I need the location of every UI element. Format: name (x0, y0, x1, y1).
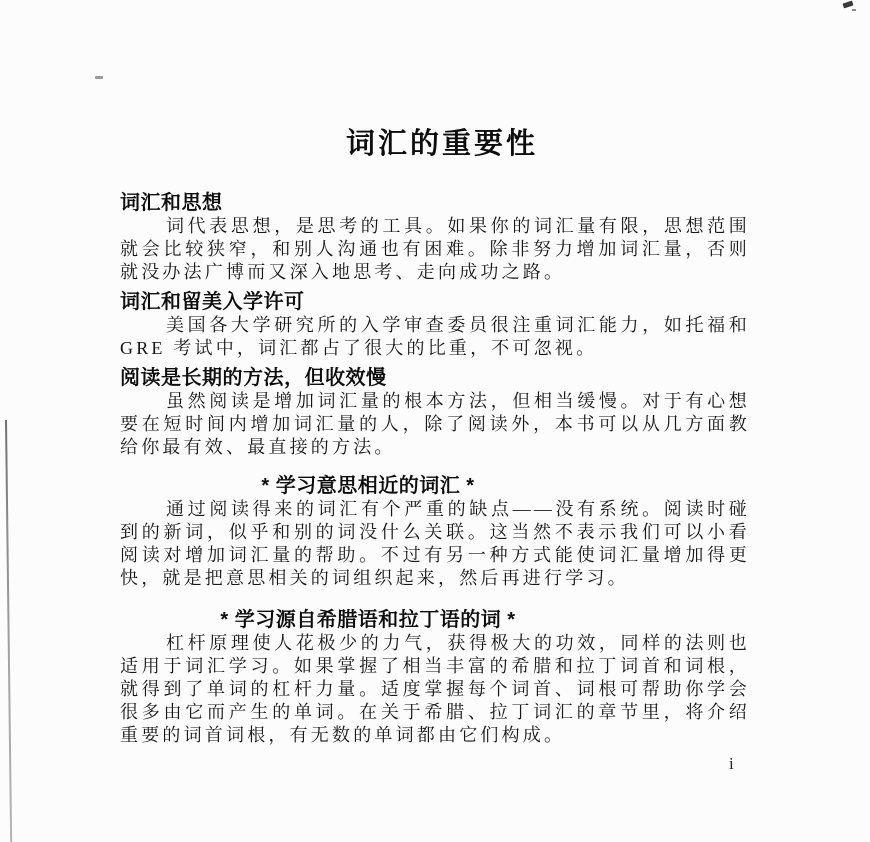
section-reading-long-term (120, 367, 750, 459)
section-paragraph: 词代表思想，是思考的工具。如果你的词汇量有限，思想范围就会比较狭窄，和别人沟通也有困难。除非努力增加词汇量，否则就没办法广博而又深入地思考、走向成功之路。 (120, 216, 750, 282)
starred-section-heading: * 学习源自希腊语和拉丁语的词 * (220, 609, 516, 631)
section-heading: 词汇和思想 (120, 192, 223, 214)
section-paragraph: 虽然阅读是增加词汇量的根本方法，但相当缓慢。对于有心想要在短时间内增加词汇量的人，除了阅读外，本书可以从几方面教给你最有效、最直接的方法。 (120, 391, 750, 457)
section-vocabulary-and-admission (120, 291, 750, 360)
section-paragraph: 杠杆原理使人花极少的力气，获得极大的功效，同样的法则也适用于词汇学习。如果掌握了相当丰富的希腊和拉丁词首和词根，就得到了单词的杠杆力量。适度掌握每个词首、词根可帮助你学会很多由它而产生的单词。在关于希腊、拉丁词汇的章节里，将介绍重要的词首词根，有无数的单词都由它们构成。 (120, 633, 750, 745)
page-title: 词汇的重要性 (345, 128, 538, 160)
page-number: i (729, 754, 734, 773)
starred-section-heading: * 学习意思相近的词汇 * (261, 475, 475, 497)
section-similar-meaning-words (120, 475, 750, 590)
section-vocabulary-and-thought (120, 192, 750, 284)
section-paragraph: 美国各大学研究所的入学审查委员很注重词汇能力，如托福和 GRE 考试中，词汇都占了很大的比重，不可忽视。 (120, 315, 750, 358)
scan-speck-left (95, 76, 103, 79)
section-heading: 词汇和留美入学许可 (120, 291, 305, 313)
section-paragraph: 通过阅读得来的词汇有个严重的缺点——没有系统。阅读时碰到的新词，似乎和别的词没什么关联。这当然不表示我们可以小看阅读对增加词汇量的帮助。不过有另一种方式能使词汇量增加得更快，就是把意思相关的词组织起来，然后再进行学习。 (120, 499, 750, 588)
scan-speck-top-right-2 (852, 9, 856, 11)
section-heading: 阅读是长期的方法，但收效慢 (120, 367, 387, 389)
section-greek-latin-words (120, 609, 750, 747)
